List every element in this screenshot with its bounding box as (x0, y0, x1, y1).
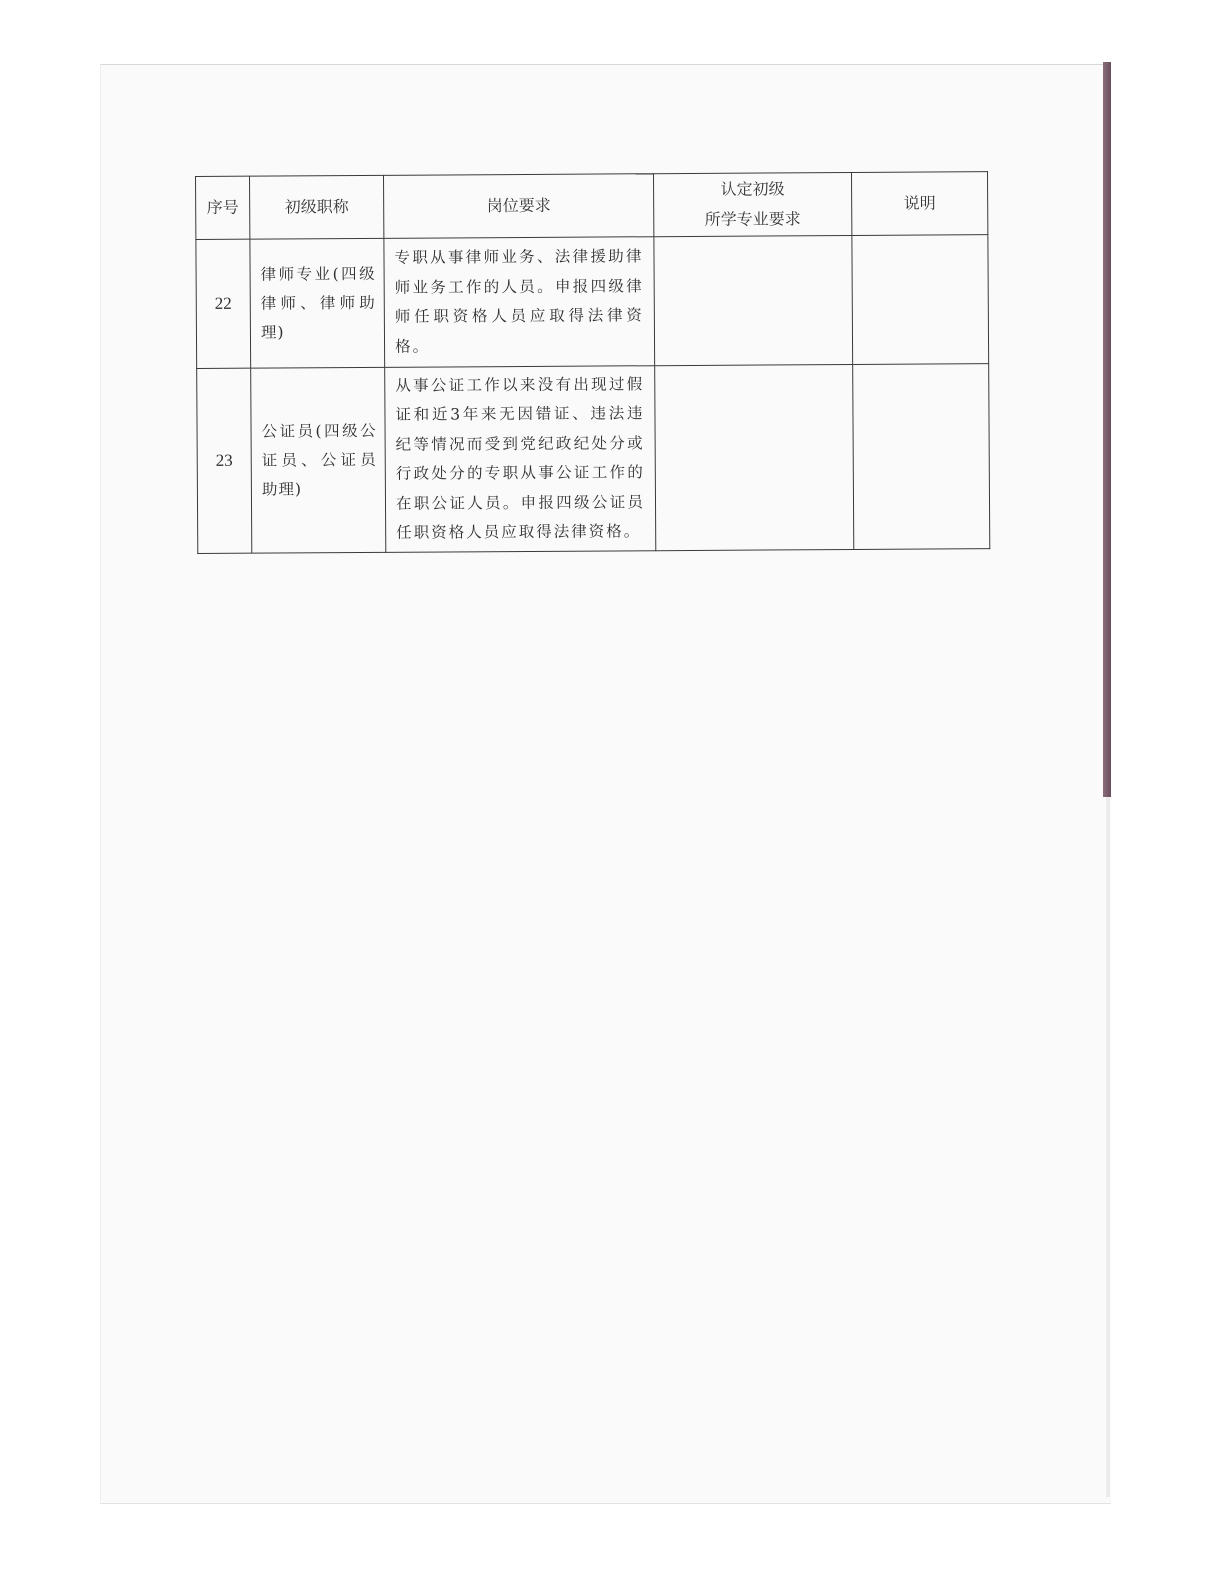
cell-seq: 22 (196, 239, 251, 368)
binding-edge-shadow (1106, 797, 1110, 1497)
table-row (196, 235, 989, 369)
cell-title: 律师专业(四级律师、律师助理) (250, 238, 385, 368)
table-row (197, 364, 990, 554)
cell-requirement: 专职从事律师业务、法律援助律师业务工作的人员。申报四级律师任职资格人员应取得法律资格。 (384, 237, 655, 368)
header-major-line2: 所学专业要求 (704, 209, 801, 229)
header-title: 初级职称 (250, 175, 384, 239)
cell-major (654, 235, 853, 365)
binding-edge (1103, 62, 1111, 797)
cell-major (655, 364, 854, 550)
table-header-row (196, 172, 988, 240)
title-requirements-table-container (195, 171, 989, 554)
header-seq: 序号 (196, 176, 250, 239)
title-requirements-table (195, 171, 990, 554)
cell-title: 公证员(四级公证员、公证员助理) (251, 367, 386, 553)
header-requirement: 岗位要求 (383, 174, 653, 239)
cell-seq: 23 (197, 368, 252, 553)
header-major-line1: 认定初级 (720, 179, 785, 199)
header-major (653, 172, 851, 236)
cell-note (853, 364, 990, 550)
cell-note (852, 235, 989, 365)
header-note: 说明 (851, 172, 987, 236)
cell-requirement: 从事公证工作以来没有出现过假证和近3年来无因错证、违法违纪等情况而受到党纪政纪处分或行政处分的专职从事公证工作的在职公证人员。申报四级公证员任职资格人员应取得法律资格。 (385, 366, 656, 553)
